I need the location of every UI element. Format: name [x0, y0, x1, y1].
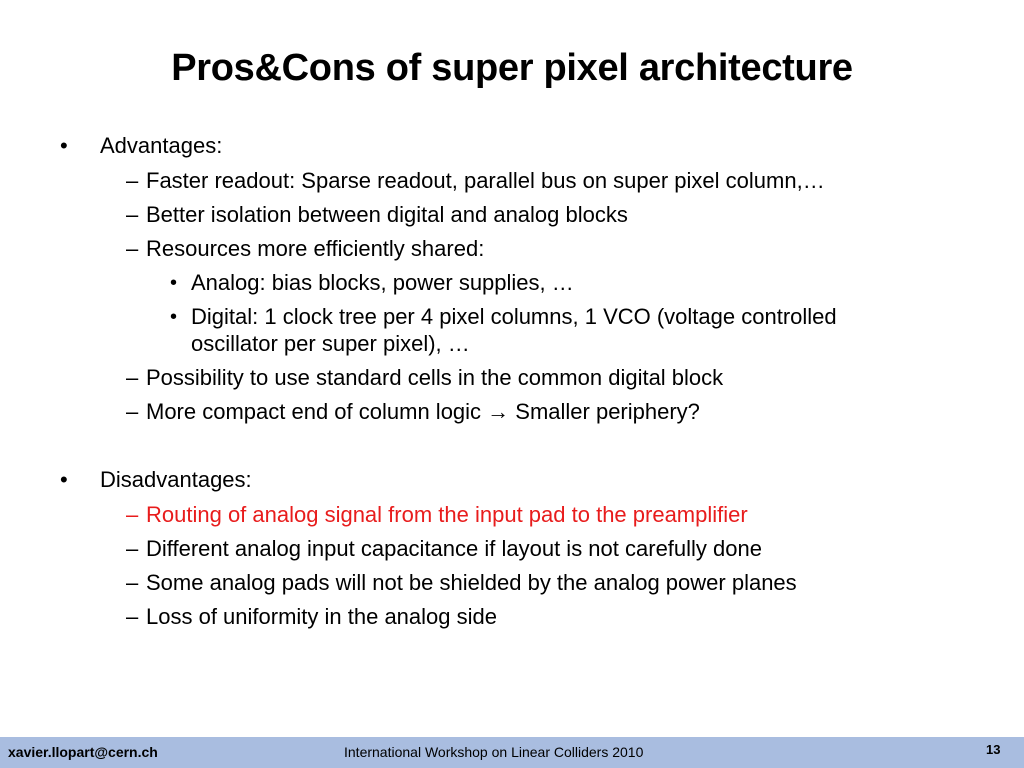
dash-marker: –: [126, 202, 139, 227]
dash-marker: –: [126, 536, 139, 561]
shared-subitem: Analog: bias blocks, power supplies, …: [191, 270, 574, 295]
advantage-item: More compact end of column logic → Smaller periphery?: [146, 399, 700, 424]
dash-marker: –: [126, 236, 139, 261]
shared-subitem: Digital: 1 clock tree per 4 pixel columns, 1 VCO (voltage controlled: [191, 304, 837, 329]
footer-email: xavier.llopart@cern.ch: [8, 744, 158, 760]
page-number: 13: [986, 742, 1001, 757]
advantages-heading: Advantages:: [100, 133, 223, 158]
disadvantage-item: Loss of uniformity in the analog side: [146, 604, 497, 629]
disadvantage-item: Some analog pads will not be shielded by the analog power planes: [146, 570, 797, 595]
dash-marker: –: [126, 570, 139, 595]
disadvantages-heading: Disadvantages:: [100, 467, 252, 492]
dash-marker: –: [126, 365, 139, 390]
shared-subitem-continuation: oscillator per super pixel), …: [191, 331, 470, 356]
slide-footer: [0, 737, 1024, 768]
dash-marker: –: [126, 604, 139, 629]
advantage-item: Possibility to use standard cells in the common digital block: [146, 365, 724, 390]
dash-marker: –: [126, 168, 139, 193]
disadvantage-item-highlight: Routing of analog signal from the input pad to the preamplifier: [146, 502, 748, 527]
sub-bullet-marker: •: [170, 272, 178, 294]
bullet-advantages-marker: •: [60, 133, 68, 158]
disadvantage-item: Different analog input capacitance if layout is not carefully done: [146, 536, 762, 561]
dash-marker: –: [126, 399, 139, 424]
advantage-item: Better isolation between digital and analog blocks: [146, 202, 628, 227]
sub-bullet-marker: •: [170, 306, 178, 328]
dash-marker-highlight: –: [126, 502, 139, 527]
advantage-item: Resources more efficiently shared:: [146, 236, 485, 261]
footer-conference: International Workshop on Linear Colliders 2010: [344, 744, 644, 760]
bullet-disadvantages-marker: •: [60, 467, 68, 492]
slide-title: Pros&Cons of super pixel architecture: [171, 47, 853, 89]
advantage-item: Faster readout: Sparse readout, parallel bus on super pixel column,…: [146, 168, 825, 193]
